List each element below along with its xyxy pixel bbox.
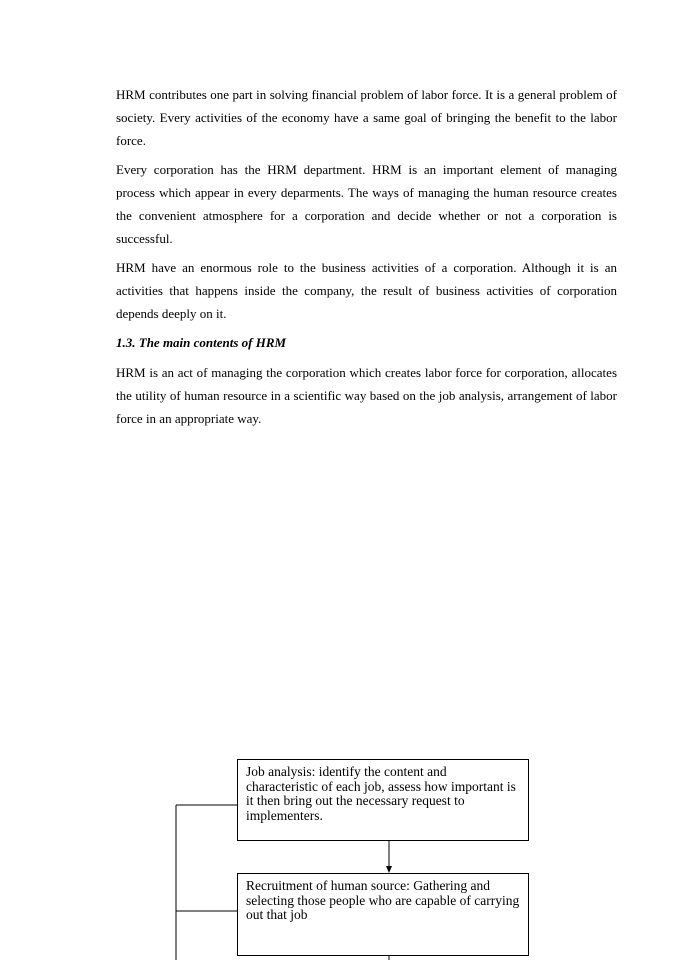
section-paragraph: HRM is an act of managing the corporation which creates labor force for corporation, allocates the utility of human resource in a scientific way based on the job analysis, arrangement of labor force in an appropriate way. (116, 365, 617, 426)
job-analysis-box: Job analysis: identify the content and characteristic of each job, assess how important is it then bring out the necessary request to implementers. (237, 759, 529, 841)
section-heading: 1.3. The main contents of HRM (116, 335, 287, 350)
arrow-head-1-2 (386, 866, 392, 873)
paragraph-2: Every corporation has the HRM department. HRM is an important element of managing process which appear in every deparments. The ways of managing the human resource creates the convenient atmosphere for a corporation and decide whether or not a corporation is successful. (116, 162, 617, 246)
recruitment-box: Recruitment of human source: Gathering and selecting those people who are capable of carrying out that job (237, 873, 529, 956)
paragraph-1: HRM contributes one part in solving financial problem of labor force. It is a general problem of society. Every activities of the economy have a same goal of bringing the benefit to the labor force. (116, 87, 617, 148)
paragraph-3: HRM have an enormous role to the business activities of a corporation. Although it is an activities that happens inside the company, the result of business activities of corporation depends deeply on it. (116, 260, 617, 321)
